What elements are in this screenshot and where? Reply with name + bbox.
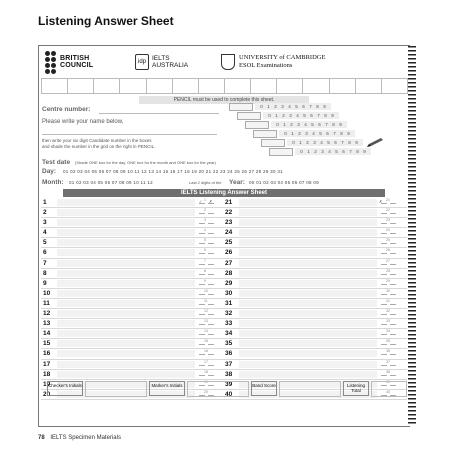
digit-option[interactable]: 4 <box>288 104 291 109</box>
digit-option[interactable]: 2 <box>306 140 309 145</box>
mark-boxes[interactable]: 27 <box>381 259 397 267</box>
answer-field[interactable] <box>239 219 377 226</box>
question-number: 1 <box>43 199 47 206</box>
answer-row <box>41 349 407 359</box>
answer-field[interactable] <box>57 290 195 297</box>
answer-field[interactable] <box>239 300 377 307</box>
answer-field[interactable] <box>239 320 377 327</box>
answer-field[interactable] <box>239 361 377 368</box>
mark-boxes[interactable]: 40 <box>381 390 397 398</box>
mark-boxes[interactable]: 28 <box>381 269 397 277</box>
digit-option[interactable]: 5 <box>335 149 338 154</box>
listening-total-field[interactable] <box>371 381 407 397</box>
answer-field[interactable] <box>57 350 195 357</box>
digit-options <box>295 148 371 155</box>
mark-boxes[interactable]: 16 <box>199 349 215 357</box>
question-number: 3 <box>43 219 47 227</box>
digit-option[interactable]: 1 <box>275 113 278 118</box>
digit-option[interactable]: 0 <box>268 113 271 118</box>
british-council-logo <box>45 51 115 74</box>
question-number: 21 <box>225 199 233 206</box>
digit-option[interactable]: 1 <box>283 122 286 127</box>
question-number: 33 <box>225 320 233 328</box>
question-number: 6 <box>43 249 47 257</box>
test-date-label: Test date <box>42 159 71 166</box>
candidate-digit-box[interactable] <box>237 112 261 120</box>
candidate-digit-box[interactable] <box>229 103 253 111</box>
digit-options <box>279 130 355 137</box>
answer-field[interactable] <box>239 229 377 236</box>
mark-boxes[interactable]: 32 <box>381 309 397 317</box>
answer-field[interactable] <box>57 361 195 368</box>
question-number: 12 <box>43 310 51 318</box>
question-number: 29 <box>225 279 233 287</box>
ielts-line1: IELTS <box>152 55 170 62</box>
answer-field[interactable] <box>57 320 195 327</box>
question-number: 38 <box>225 370 233 378</box>
digit-option[interactable]: 5 <box>303 113 306 118</box>
page-footer <box>38 435 121 441</box>
digit-option[interactable]: 6 <box>326 131 329 136</box>
pencil-note: PENCIL must be used to complete this sheet. <box>139 96 309 104</box>
question-number: 16 <box>43 350 51 358</box>
mark-boxes[interactable]: 24 <box>381 228 397 236</box>
digit-option[interactable]: 8 <box>340 131 343 136</box>
digit-option[interactable]: 9 <box>355 140 358 145</box>
idp-icon: idp <box>135 54 149 70</box>
answer-field[interactable] <box>239 199 377 206</box>
mark-boxes[interactable]: 33 <box>381 319 397 327</box>
answer-field[interactable] <box>239 280 377 287</box>
digit-option[interactable]: 3 <box>313 140 316 145</box>
digit-option[interactable]: 5 <box>319 131 322 136</box>
digit-option[interactable]: 0 <box>284 131 287 136</box>
answer-row <box>41 370 407 380</box>
mark-boxes[interactable]: 4 <box>199 228 215 236</box>
digit-option[interactable]: 5 <box>327 140 330 145</box>
answer-field[interactable] <box>57 340 195 347</box>
test-date-instruction: (Shade ONE box for the day, ONE box for the month and ONE box for the year) <box>75 160 216 165</box>
question-number: 7 <box>43 259 47 267</box>
digit-option[interactable]: 2 <box>290 122 293 127</box>
answer-field[interactable] <box>239 290 377 297</box>
candidate-instruction-1: then write your six digit Candidate number in the boxes <box>42 138 152 143</box>
question-number: 15 <box>43 340 51 348</box>
answer-field[interactable] <box>239 249 377 256</box>
mark-cross-header-right: ✗ <box>379 199 383 204</box>
candidate-digit-box[interactable] <box>261 139 285 147</box>
digit-option[interactable]: 9 <box>339 122 342 127</box>
year-options[interactable]: 00 01 02 03 04 05 06 07 08 09 <box>249 180 320 185</box>
answer-row <box>41 339 407 349</box>
handwritten-code-boxes <box>41 78 407 94</box>
british-council-dots-icon <box>45 51 56 74</box>
candidate-digit-row <box>245 121 347 128</box>
mark-cross-header-left: ✗ <box>209 199 213 204</box>
question-number: 40 <box>225 390 233 398</box>
answer-field[interactable] <box>57 199 195 206</box>
answer-row <box>41 208 407 218</box>
digit-option[interactable]: 2 <box>298 131 301 136</box>
digit-option[interactable]: 8 <box>348 140 351 145</box>
band-score-field[interactable] <box>279 381 341 397</box>
digit-option[interactable]: 0 <box>300 149 303 154</box>
centre-number-label: Centre number: <box>42 106 91 113</box>
digit-option[interactable]: 4 <box>296 113 299 118</box>
answer-field[interactable] <box>57 310 195 317</box>
answer-field[interactable] <box>239 239 377 246</box>
mark-boxes[interactable]: 21 <box>381 198 397 206</box>
question-number: 20 <box>43 390 51 398</box>
mark-boxes[interactable]: 31 <box>381 299 397 307</box>
question-number: 37 <box>225 360 233 368</box>
digit-option[interactable]: 7 <box>349 149 352 154</box>
digit-option[interactable]: 9 <box>347 131 350 136</box>
digit-option[interactable]: 7 <box>325 122 328 127</box>
digit-option[interactable]: 9 <box>363 149 366 154</box>
candidate-digit-row <box>253 130 355 137</box>
question-number: 24 <box>225 229 233 237</box>
cambridge-logo <box>221 54 325 70</box>
answer-row <box>41 259 407 269</box>
digit-option[interactable]: 0 <box>276 122 279 127</box>
digit-option[interactable]: 2 <box>282 113 285 118</box>
mark-boxes[interactable]: 5 <box>199 238 215 246</box>
answer-field[interactable] <box>57 239 195 246</box>
digit-option[interactable]: 4 <box>320 140 323 145</box>
question-number: 30 <box>225 289 233 297</box>
mark-boxes[interactable]: 13 <box>199 319 215 327</box>
mark-boxes[interactable]: 2 <box>199 208 215 216</box>
question-number: 32 <box>225 310 233 318</box>
answer-field[interactable] <box>239 310 377 317</box>
mark-boxes[interactable]: 23 <box>381 218 397 226</box>
month-options[interactable]: 01 02 03 04 05 06 07 08 09 10 11 12 <box>69 180 153 185</box>
question-number: 26 <box>225 249 233 257</box>
candidate-digit-box[interactable] <box>245 121 269 129</box>
day-options[interactable]: 01 02 03 04 05 06 07 08 09 10 11 12 13 14 15 16 17 18 19 20 21 22 23 24 25 26 27 28 29 30 31 <box>63 169 283 174</box>
digit-option[interactable]: 8 <box>316 104 319 109</box>
digit-option[interactable]: 3 <box>297 122 300 127</box>
logos-row <box>41 48 407 76</box>
digit-option[interactable]: 0 <box>260 104 263 109</box>
answer-field[interactable] <box>239 270 377 277</box>
digit-option[interactable]: 6 <box>342 149 345 154</box>
digit-option[interactable]: 3 <box>289 113 292 118</box>
question-number: 13 <box>43 320 51 328</box>
digit-option[interactable]: 4 <box>312 131 315 136</box>
question-number: 8 <box>43 269 47 277</box>
mark-boxes[interactable]: 37 <box>381 360 397 368</box>
answer-field[interactable] <box>57 249 195 256</box>
mark-boxes[interactable]: 29 <box>381 279 397 287</box>
answer-field[interactable] <box>57 300 195 307</box>
question-number: 35 <box>225 340 233 348</box>
digit-option[interactable]: 7 <box>317 113 320 118</box>
answer-field[interactable] <box>57 219 195 226</box>
mark-boxes[interactable]: 10 <box>199 289 215 297</box>
mark-boxes[interactable]: 34 <box>381 329 397 337</box>
digit-option[interactable]: 6 <box>318 122 321 127</box>
digit-option[interactable]: 7 <box>333 131 336 136</box>
answer-row <box>41 309 407 319</box>
answer-row <box>41 269 407 279</box>
digit-option[interactable]: 1 <box>299 140 302 145</box>
year-hint: Last 2 digits of the <box>189 180 222 185</box>
page-title: Listening Answer Sheet <box>38 14 174 28</box>
answer-grid <box>41 198 407 400</box>
bc-line2: COUNCIL <box>60 62 94 69</box>
mark-boxes[interactable]: 6 <box>199 248 215 256</box>
digit-option[interactable]: 6 <box>334 140 337 145</box>
ucam-line2: ESOL Examinations <box>239 62 293 69</box>
digit-option[interactable]: 2 <box>314 149 317 154</box>
answer-row <box>41 360 407 370</box>
answer-field[interactable] <box>239 340 377 347</box>
answer-sheet <box>38 45 410 427</box>
question-number: 31 <box>225 299 233 307</box>
mark-boxes[interactable]: 8 <box>199 269 215 277</box>
digit-option[interactable]: 4 <box>304 122 307 127</box>
digit-option[interactable]: 2 <box>274 104 277 109</box>
digit-option[interactable]: 5 <box>311 122 314 127</box>
digit-options <box>263 112 339 119</box>
mark-boxes[interactable]: 15 <box>199 339 215 347</box>
digit-option[interactable]: 0 <box>292 140 295 145</box>
listening-sheet-title: IELTS Listening Answer Sheet <box>63 189 385 197</box>
digit-option[interactable]: 1 <box>307 149 310 154</box>
marker-initials-field[interactable] <box>187 381 249 397</box>
mark-boxes[interactable]: 14 <box>199 329 215 337</box>
answer-field[interactable] <box>57 229 195 236</box>
answer-row <box>41 319 407 329</box>
question-number: 2 <box>43 209 47 217</box>
candidate-digit-box[interactable] <box>253 130 277 138</box>
digit-option[interactable]: 8 <box>356 149 359 154</box>
digit-option[interactable]: 3 <box>305 131 308 136</box>
mark-boxes[interactable]: 25 <box>381 238 397 246</box>
scoring-footer <box>41 381 407 395</box>
mark-boxes[interactable]: 38 <box>381 370 397 378</box>
mark-boxes[interactable]: 9 <box>199 279 215 287</box>
answer-field[interactable] <box>239 260 377 267</box>
candidate-digit-box[interactable] <box>269 148 293 156</box>
candidate-digit-row <box>237 112 339 119</box>
answer-row <box>41 228 407 238</box>
answer-field[interactable] <box>57 270 195 277</box>
question-number: 4 <box>43 229 47 237</box>
digit-option[interactable]: 5 <box>295 104 298 109</box>
digit-option[interactable]: 6 <box>310 113 313 118</box>
digit-option[interactable]: 3 <box>281 104 284 109</box>
answer-field[interactable] <box>57 209 195 216</box>
answer-field[interactable] <box>57 280 195 287</box>
digit-option[interactable]: 8 <box>324 113 327 118</box>
ielts-line2: AUSTRALIA <box>152 62 189 69</box>
mark-boxes[interactable]: 22 <box>381 208 397 216</box>
page-number: 78 <box>38 435 45 441</box>
mark-boxes[interactable]: 12 <box>199 309 215 317</box>
digit-option[interactable]: 7 <box>341 140 344 145</box>
checker-initials-field[interactable] <box>85 381 147 397</box>
digit-option[interactable]: 7 <box>309 104 312 109</box>
checker-initials-label: Checker's Initials <box>47 381 83 396</box>
question-number: 28 <box>225 269 233 277</box>
question-number: 25 <box>225 239 233 247</box>
mark-boxes[interactable]: 39 <box>381 380 397 388</box>
ielts-australia-logo <box>135 54 205 70</box>
name-instruction: Please write your name below, <box>42 119 124 125</box>
digit-option[interactable]: 8 <box>332 122 335 127</box>
mark-boxes[interactable]: 19 <box>199 380 215 388</box>
mark-boxes[interactable]: 26 <box>381 248 397 256</box>
question-number: 23 <box>225 219 233 227</box>
digit-option[interactable]: 9 <box>323 104 326 109</box>
question-number: 14 <box>43 330 51 338</box>
mark-boxes[interactable]: 3 <box>199 218 215 226</box>
cambridge-shield-icon <box>221 54 235 70</box>
ucam-line1: UNIVERSITY of CAMBRIDGE <box>239 54 326 61</box>
candidate-digit-row <box>229 103 331 110</box>
digit-option[interactable]: 1 <box>267 104 270 109</box>
question-number: 36 <box>225 350 233 358</box>
mark-boxes[interactable]: 18 <box>199 370 215 378</box>
digit-option[interactable]: 9 <box>331 113 334 118</box>
answer-row <box>41 289 407 299</box>
answer-field[interactable] <box>239 350 377 357</box>
answer-row <box>41 279 407 289</box>
answer-row <box>41 218 407 228</box>
question-number: 39 <box>225 380 233 388</box>
listening-total-label: Listening Total <box>343 381 369 396</box>
timing-marks <box>408 46 416 426</box>
mark-boxes[interactable]: 30 <box>381 289 397 297</box>
mark-boxes[interactable]: 17 <box>199 360 215 368</box>
question-number: 22 <box>225 209 233 217</box>
question-number: 17 <box>43 360 51 368</box>
mark-boxes[interactable]: 11 <box>199 299 215 307</box>
answer-row <box>41 299 407 309</box>
question-number: 27 <box>225 259 233 267</box>
question-number: 18 <box>43 370 51 378</box>
question-number: 10 <box>43 289 51 297</box>
candidate-digit-row <box>261 139 363 146</box>
answer-field[interactable] <box>239 209 377 216</box>
answer-row <box>41 329 407 339</box>
bc-line1: BRITISH <box>60 55 90 62</box>
candidate-instruction-2: and shade the number in the grid on the right in PENCIL. <box>42 144 156 149</box>
question-number: 34 <box>225 330 233 338</box>
answer-field[interactable] <box>239 330 377 337</box>
digit-option[interactable]: 1 <box>291 131 294 136</box>
question-number: 19 <box>43 380 51 388</box>
question-number: 5 <box>43 239 47 247</box>
digit-option[interactable]: 3 <box>321 149 324 154</box>
question-number: 11 <box>43 299 50 307</box>
marker-initials-label: Marker's Initials <box>149 381 185 396</box>
digit-option[interactable]: 4 <box>328 149 331 154</box>
answer-field[interactable] <box>239 371 377 378</box>
answer-row <box>41 198 407 208</box>
digit-options <box>255 103 331 110</box>
digit-options <box>271 121 347 128</box>
candidate-digit-row <box>269 148 371 155</box>
mark-boxes[interactable]: 1 <box>199 198 215 206</box>
answer-field[interactable] <box>57 371 195 378</box>
page-source: IELTS Specimen Materials <box>50 435 121 441</box>
day-label: Day: <box>42 168 57 175</box>
mark-boxes[interactable]: 36 <box>381 349 397 357</box>
digit-options <box>287 139 363 146</box>
answer-row <box>41 238 407 248</box>
year-label: Year: <box>229 179 245 186</box>
answer-row <box>41 248 407 258</box>
digit-option[interactable]: 6 <box>302 104 305 109</box>
band-score-label: Band Score <box>251 381 277 396</box>
mark-boxes[interactable]: 7 <box>199 259 215 267</box>
mark-boxes[interactable]: 20 <box>199 390 215 398</box>
answer-field[interactable] <box>57 260 195 267</box>
question-number: 9 <box>43 279 47 287</box>
month-label: Month: <box>42 179 64 186</box>
answer-field[interactable] <box>57 330 195 337</box>
mark-boxes[interactable]: 35 <box>381 339 397 347</box>
mark-tick-header-left: ✓ <box>199 199 203 204</box>
